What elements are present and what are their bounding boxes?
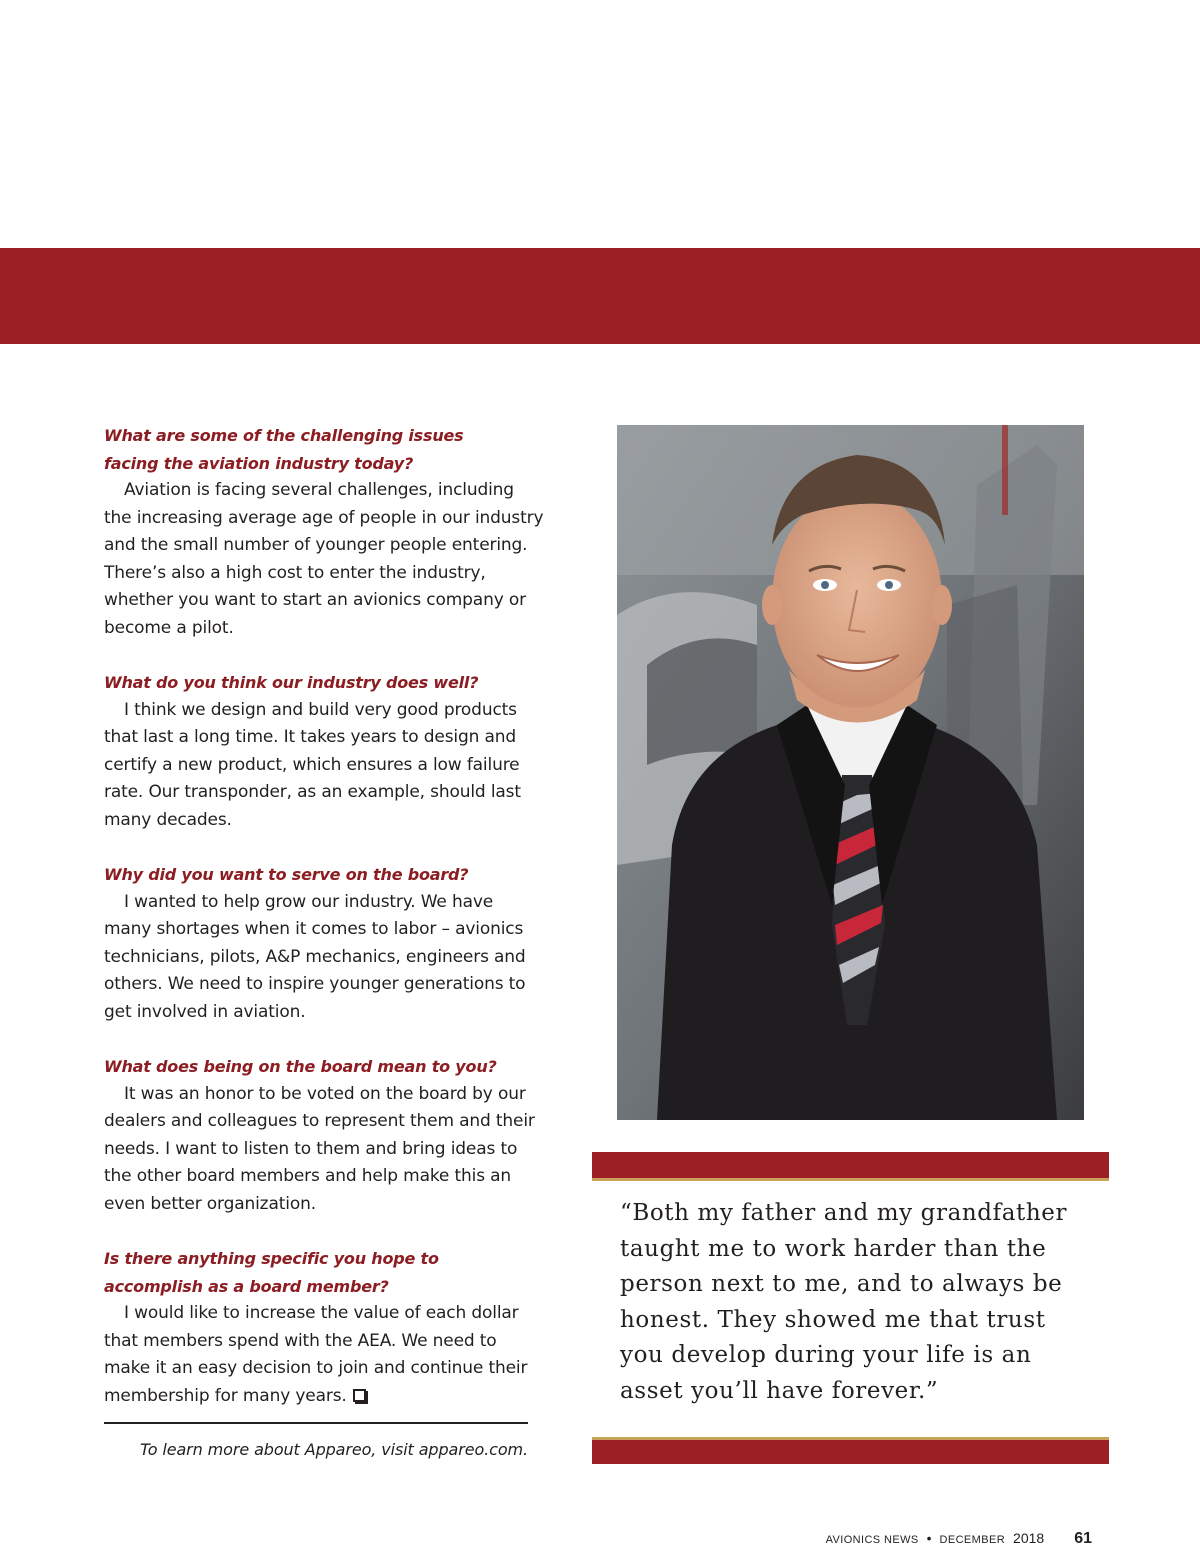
question-line: Why did you want to serve on the board?	[104, 865, 469, 884]
qa-block	[104, 1245, 544, 1410]
question	[104, 861, 544, 889]
issue-year: 2018	[1013, 1530, 1045, 1546]
answer: It was an honor to be voted on the board by our dealers and colleagues to represent them and their needs. I want to listen to them and bring ideas to the other board members and help make this an even better organization.	[104, 1083, 535, 1214]
question-line: facing the aviation industry today?	[104, 453, 414, 473]
question	[104, 422, 544, 477]
question-line: accomplish as a board member?	[104, 1276, 389, 1296]
pull-quote: “Both my father and my grandfather taught me to work harder than the person next to me, and to always be honest. They showed me that trust you develop during your life is an asset you’ll have forever.”	[620, 1200, 1068, 1404]
end-of-article-icon	[353, 1389, 366, 1402]
answer	[104, 1300, 544, 1410]
publication-name: AVIONICS NEWS	[825, 1534, 919, 1546]
answer: I think we design and build very good products that last a long time. It takes years to design and certify a new product, which ensures a low failure rate. Our transponder, as an example, should last many decades.	[104, 699, 521, 830]
quote-bar-top	[592, 1152, 1109, 1181]
question	[104, 1053, 544, 1081]
portrait-photo	[617, 425, 1084, 1120]
question	[104, 669, 544, 697]
answer-text: I would like to increase the value of each dollar that members spend with the AEA. We need to make it an easy decision to join and continue their membership for many years.	[104, 1303, 528, 1406]
qa-block	[104, 861, 544, 1026]
answer: Aviation is facing several challenges, including the increasing average age of people in our industry and the small number of younger people entering. There’s also a high cost to enter the industry, whether you want to start an avionics company or become a pilot.	[104, 480, 544, 638]
interview-column	[104, 422, 544, 1437]
learn-more-note: To learn more about Appareo, visit appareo.com.	[140, 1440, 528, 1459]
question-line: What do you think our industry does well?	[104, 673, 479, 692]
page-number: 61	[1074, 1530, 1092, 1547]
answer: I wanted to help grow our industry. We have many shortages when it comes to labor – avionics technicians, pilots, A&P mechanics, engineers and others. We need to inspire younger generations to get involved in aviation.	[104, 891, 526, 1022]
header-banner	[0, 248, 1200, 344]
qa-block	[104, 422, 544, 642]
question	[104, 1245, 544, 1300]
page-footer	[826, 1530, 1092, 1548]
question-line: Is there anything specific you hope to	[104, 1249, 439, 1268]
question-line: What does being on the board mean to you?	[104, 1057, 497, 1076]
qa-block	[104, 669, 544, 834]
quote-bar-bottom	[592, 1437, 1109, 1464]
issue-month: DECEMBER	[939, 1534, 1006, 1546]
question-line: What are some of the challenging issues	[104, 426, 464, 445]
qa-block	[104, 1053, 544, 1218]
footer-separator: •	[926, 1530, 932, 1546]
portrait-illustration	[617, 425, 1084, 1120]
divider-rule	[104, 1422, 528, 1424]
